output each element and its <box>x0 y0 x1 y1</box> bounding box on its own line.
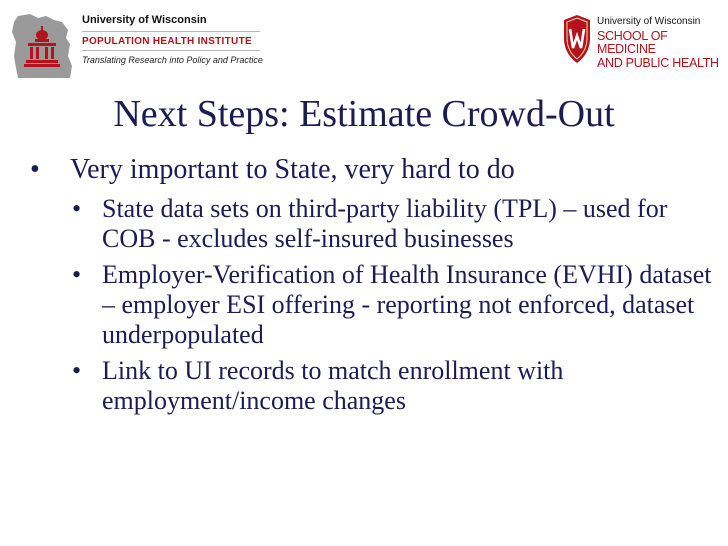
smph-school-line1: SCHOOL OF MEDICINE <box>597 29 668 56</box>
bullet-level1 <box>30 154 710 186</box>
school-of-medicine-logo <box>562 14 722 76</box>
sub-bullet-list <box>72 194 710 416</box>
bullet-text: Very important to State, very hard to do <box>70 154 515 185</box>
slide-content <box>30 154 710 422</box>
phi-tagline: Translating Research into Policy and Practice <box>82 55 263 65</box>
slide-title: Next Steps: Estimate Crowd-Out <box>113 93 615 135</box>
sub-bullet <box>72 356 722 416</box>
population-health-institute-logo <box>8 12 278 82</box>
phi-divider <box>82 31 260 32</box>
wisconsin-state-capitol-icon <box>8 12 80 82</box>
sub-bullet <box>72 260 722 350</box>
bullet-marker: • <box>30 154 40 185</box>
phi-divider <box>82 50 260 51</box>
sub-bullet-text: State data sets on third-party liability (TPL) – used for COB - excludes self-insured businesses <box>102 194 668 253</box>
sub-bullet <box>72 194 722 254</box>
phi-institute-label: POPULATION HEALTH INSTITUTE <box>82 36 252 47</box>
bullet-marker: • <box>72 260 82 289</box>
smph-school-line2: AND PUBLIC HEALTH <box>597 56 719 70</box>
smph-university-label: University of Wisconsin <box>597 16 701 27</box>
bullet-marker: • <box>72 194 82 223</box>
sub-bullet-text: Employer-Verification of Health Insurance (EVHI) dataset – employer ESI offering - reporting not enforced, dataset underpopulated <box>102 260 712 349</box>
phi-university-label: University of Wisconsin <box>82 14 207 26</box>
sub-bullet-text: Link to UI records to match enrollment with employment/income changes <box>102 356 564 415</box>
bullet-marker: • <box>72 356 82 385</box>
uw-crest-icon <box>562 14 592 64</box>
